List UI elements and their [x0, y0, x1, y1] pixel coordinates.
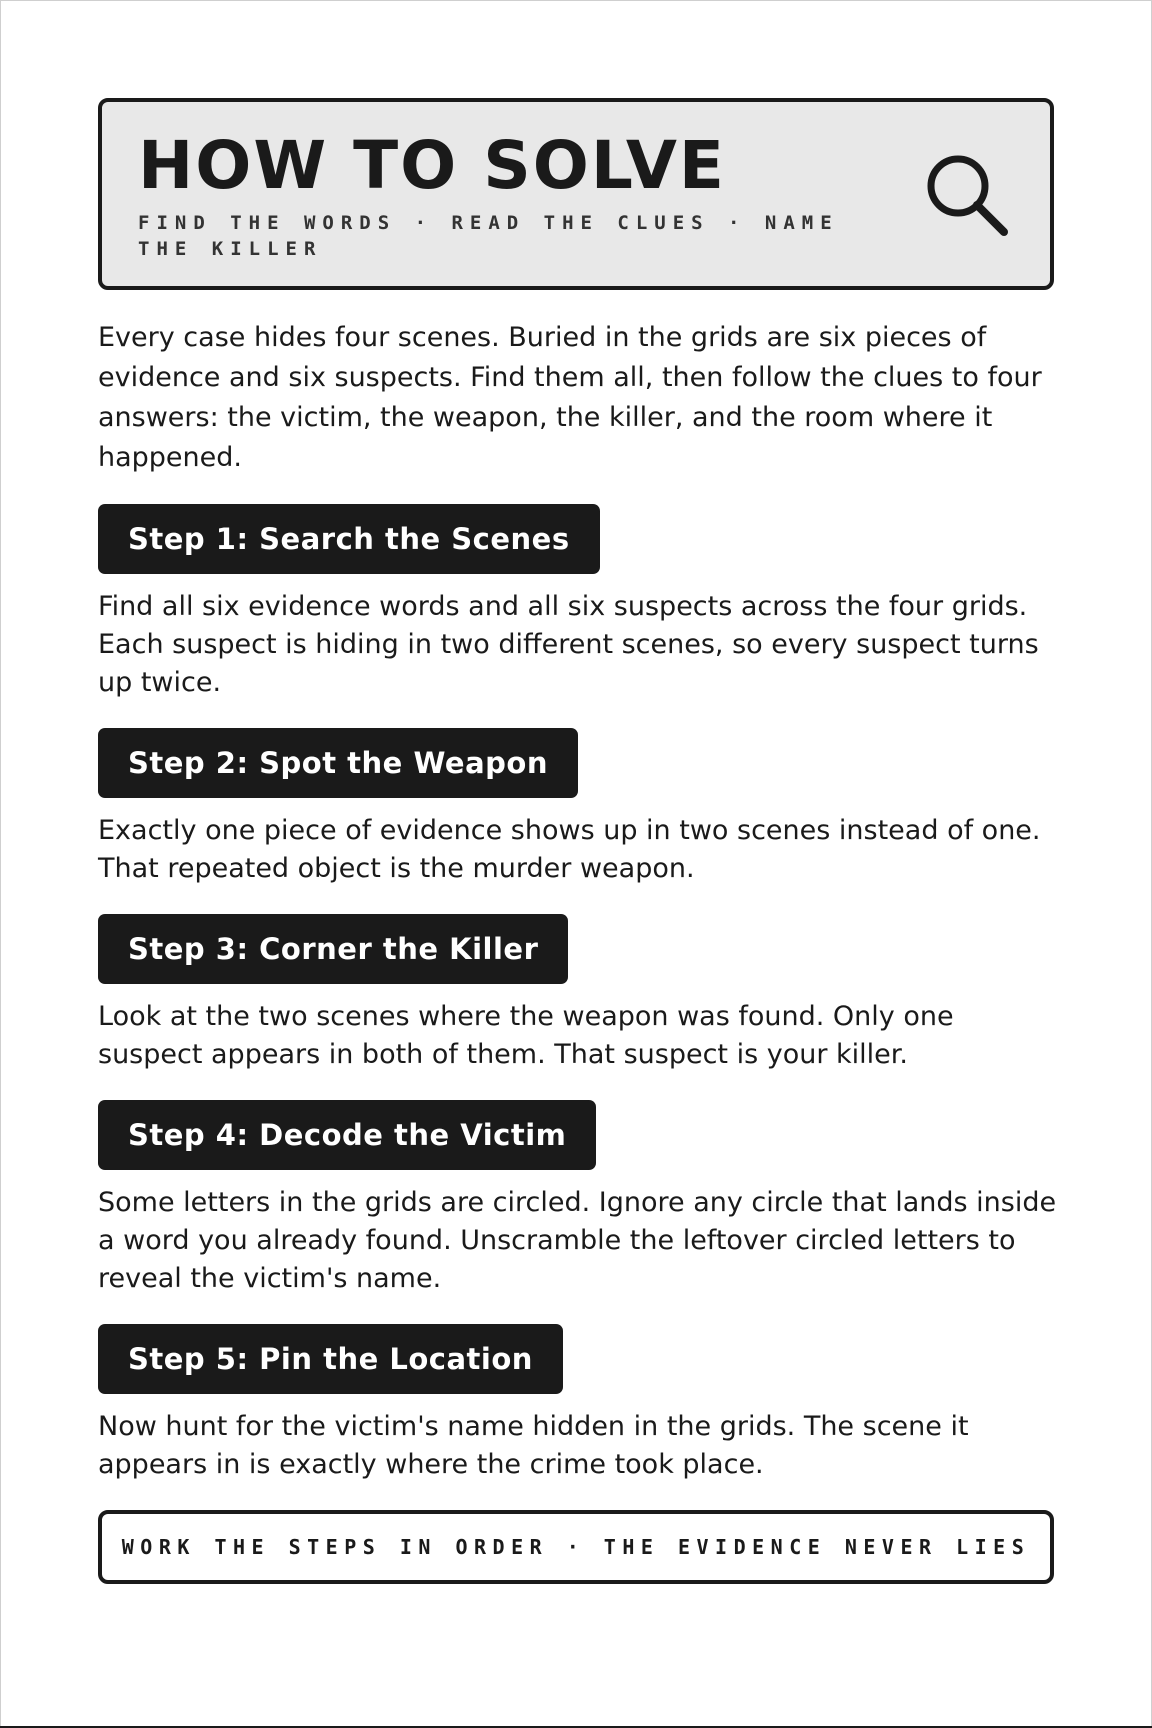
- step-1: [98, 504, 1054, 702]
- step-5: [98, 1324, 1054, 1484]
- step-4: [98, 1100, 1057, 1298]
- step-3: [98, 914, 1054, 1074]
- header-box: [98, 98, 1054, 290]
- page-subtitle: FIND THE WORDS · READ THE CLUES · NAME THE KILLER: [138, 212, 839, 260]
- step-heading: Step 4: Decode the Victim: [98, 1100, 596, 1170]
- step-body: Now hunt for the victim's name hidden in the grids. The scene it appears in is exactly where the crime took place.: [98, 1411, 969, 1480]
- step-body: Exactly one piece of evidence shows up in two scenes instead of one. That repeated object is the murder weapon.: [98, 815, 1041, 884]
- magnifying-glass-icon: [924, 152, 1010, 238]
- how-to-solve-page: [98, 98, 1057, 1584]
- page-title: HOW TO SOLVE: [138, 127, 726, 204]
- footer-banner: WORK THE STEPS IN ORDER · THE EVIDENCE NEVER LIES: [98, 1510, 1054, 1584]
- intro-paragraph: Every case hides four scenes. Buried in the grids are six pieces of evidence and six suspects. Find them all, then follow the clues to four answers: the victim, the weapon, the killer, and the room where it happened.: [98, 322, 1042, 473]
- step-body: Find all six evidence words and all six suspects across the four grids. Each suspect is hiding in two different scenes, so every suspect turns up twice.: [98, 591, 1039, 698]
- step-heading: Step 1: Search the Scenes: [98, 504, 600, 574]
- step-2: [98, 728, 1054, 888]
- step-heading: Step 3: Corner the Killer: [98, 914, 568, 984]
- step-heading: Step 5: Pin the Location: [98, 1324, 563, 1394]
- step-body: Some letters in the grids are circled. Ignore any circle that lands inside a word you already found. Unscramble the leftover circled letters to reveal the victim's name.: [98, 1187, 1057, 1294]
- step-heading: Step 2: Spot the Weapon: [98, 728, 578, 798]
- step-body: Look at the two scenes where the weapon was found. Only one suspect appears in both of them. That suspect is your killer.: [98, 1001, 954, 1070]
